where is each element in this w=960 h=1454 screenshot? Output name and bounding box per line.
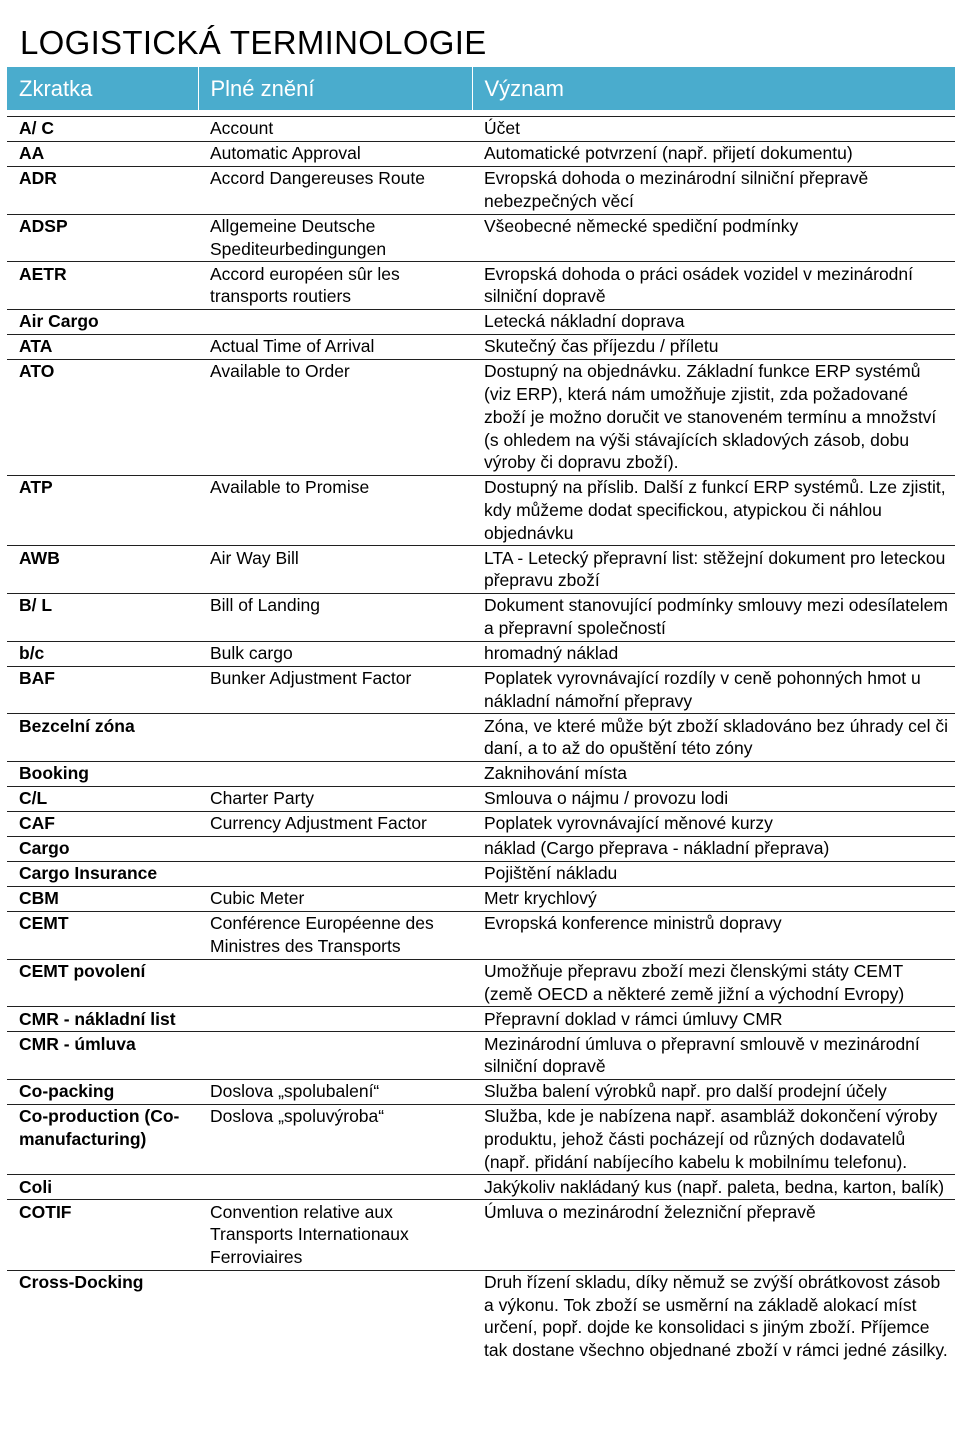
table-row [7,1032,955,1080]
table-row [7,714,955,762]
term-abbreviation: Cross-Docking [19,1272,144,1293]
table-body [7,110,955,1363]
term-full-name: Account [198,117,472,142]
term-meaning: Služba balení výrobků např. pro další prodejní účely [472,1079,955,1104]
header-full-name: Plné znění [198,67,472,110]
term-abbreviation: CEMT [7,911,198,959]
table-row [7,1104,955,1174]
term-full-name: Bill of Landing [198,593,472,641]
term-abbreviation: Coli [7,1175,198,1200]
table-row [7,262,955,310]
term-full-name: Available to Promise [198,475,472,545]
term-meaning: Úmluva o mezinárodní železniční přepravě [472,1200,955,1270]
table-row [7,335,955,360]
term-meaning: LTA - Letecký přepravní list: stěžejní dokument pro leteckou přepravu zboží [472,546,955,594]
term-full-name: Actual Time of Arrival [198,335,472,360]
term-abbreviation: CMR - úmluva [7,1032,198,1080]
term-meaning: Mezinárodní úmluva o přepravní smlouvě v mezinárodní silniční dopravě [472,1032,955,1080]
term-abbreviation: ATO [7,360,198,476]
term-full-name: Conférence Européenne des Ministres des Transports [198,911,472,959]
table-row [7,1270,955,1363]
term-full-name [198,1175,472,1200]
table-row [7,761,955,786]
term-abbreviation: Co-packing [7,1079,198,1104]
term-meaning: Přepravní doklad v rámci úmluvy CMR [472,1007,955,1032]
term-abbreviation: COTIF [7,1200,198,1270]
term-full-name: Currency Adjustment Factor [198,811,472,836]
term-abbreviation: A/ C [7,117,198,142]
term-full-name: Air Way Bill [198,546,472,594]
table-row [7,886,955,911]
table-row [7,475,955,545]
term-meaning: Účet [472,117,955,142]
term-abbreviation: AETR [7,262,198,310]
table-row [7,811,955,836]
term-abbreviation: ADSP [7,214,198,262]
term-abbreviation: CEMT povolení [7,959,198,1007]
term-full-name: Charter Party [198,786,472,811]
term-full-name [198,1270,472,1363]
term-meaning: Druh řízení skladu, díky němuž se zvýší obrátkovost zásob a výkonu. Tok zboží se usměrní na základě alokací míst určení, popř. dojde ke konsolidaci s jiným zboží. Příjemce tak dostane všechno objednané zboží v rámci jedné zásilky. [484,1272,948,1361]
term-meaning: Dostupný na příslib. Další z funkcí ERP systémů. Lze zjistit, kdy můžeme dodat specifickou, atypickou či náhlou objednávku [472,475,955,545]
term-abbreviation: Co-production (Co-manufacturing) [7,1104,198,1174]
term-meaning: Smlouva o nájmu / provozu lodi [472,786,955,811]
term-abbreviation: C/L [7,786,198,811]
term-meaning: Skutečný čas příjezdu / příletu [472,335,955,360]
table-row [7,641,955,666]
term-meaning: Dostupný na objednávku. Základní funkce ERP systémů (viz ERP), která nám umožňuje zjistit, zda požadované zboží je možno doručit ve stanoveném termínu a množství (s ohledem na výši stávajících skladových zásob, dobu výroby či dopravu zboží). [472,360,955,476]
table-row [7,214,955,262]
table-row [7,1175,955,1200]
term-full-name [198,1007,472,1032]
term-abbreviation: CBM [7,886,198,911]
table-row [7,166,955,214]
term-meaning: Umožňuje přepravu zboží mezi členskými státy CEMT (země OECD a některé země jižní a východní Evropy) [472,959,955,1007]
term-meaning: Evropská dohoda o práci osádek vozidel v mezinárodní silniční dopravě [472,262,955,310]
term-full-name: Doslova „spolubalení“ [198,1079,472,1104]
terminology-table [7,67,955,1363]
term-full-name [198,1032,472,1080]
term-meaning: Jakýkoliv nakládaný kus (např. paleta, bedna, karton, balík) [472,1175,955,1200]
term-meaning: Zóna, ve které může být zboží skladováno bez úhrady cel či daní, a to až do opuštění této zóny [472,714,955,762]
table-row [7,786,955,811]
table-row [7,959,955,1007]
term-abbreviation: Cargo [7,836,198,861]
term-abbreviation: AA [7,141,198,166]
term-abbreviation: Booking [7,761,198,786]
term-full-name [198,310,472,335]
table-row [7,360,955,476]
term-full-name: Allgemeine Deutsche Spediteurbedingungen [198,214,472,262]
term-full-name: Cubic Meter [198,886,472,911]
term-full-name [198,761,472,786]
term-full-name: Automatic Approval [198,141,472,166]
term-abbreviation: ATP [7,475,198,545]
table-header [7,67,955,110]
table-row [7,593,955,641]
term-meaning: Automatické potvrzení (např. přijetí dokumentu) [472,141,955,166]
table-row [7,836,955,861]
table-row [7,141,955,166]
term-full-name: Accord européen sûr les transports routiers [198,262,472,310]
table-row [7,1007,955,1032]
table-row [7,1079,955,1104]
term-abbreviation: BAF [7,666,198,714]
term-abbreviation: CMR - nákladní list [7,1007,198,1032]
term-meaning: Dokument stanovující podmínky smlouvy mezi odesílatelem a přepravní společností [472,593,955,641]
term-full-name: Bunker Adjustment Factor [198,666,472,714]
term-full-name [198,861,472,886]
table-row [7,861,955,886]
term-abbreviation: b/c [7,641,198,666]
table-row [7,310,955,335]
term-meaning: Evropská dohoda o mezinárodní silniční přepravě nebezpečných věcí [472,166,955,214]
term-meaning: Zaknihování místa [472,761,955,786]
term-meaning: Evropská konference ministrů dopravy [472,911,955,959]
term-abbreviation: B/ L [7,593,198,641]
term-meaning: náklad (Cargo přeprava - nákladní přeprava) [472,836,955,861]
header-abbreviation: Zkratka [7,67,198,110]
term-meaning: Letecká nákladní doprava [472,310,955,335]
term-meaning: Poplatek vyrovnávající rozdíly v ceně pohonných hmot u nákladní námořní přepravy [472,666,955,714]
term-abbreviation: Cargo Insurance [7,861,198,886]
table-row [7,117,955,142]
term-abbreviation: ADR [7,166,198,214]
table-row [7,1200,955,1270]
term-abbreviation: CAF [7,811,198,836]
term-meaning: Všeobecné německé spediční podmínky [472,214,955,262]
term-abbreviation: Bezcelní zóna [7,714,198,762]
term-full-name: Convention relative aux Transports Internationaux Ferroviaires [198,1200,472,1270]
term-full-name: Bulk cargo [198,641,472,666]
table-row [7,911,955,959]
term-full-name: Accord Dangereuses Route [198,166,472,214]
header-meaning: Význam [472,67,955,110]
term-meaning: Pojištění nákladu [472,861,955,886]
term-meaning: Služba, kde je nabízena např. asambláž dokončení výroby produktu, jehož části pocházejí od různých dodavatelů (např. přidání nabíjecího kabelu k mobilnímu telefonu). [472,1104,955,1174]
term-full-name [198,714,472,762]
table-row [7,666,955,714]
page-title: LOGISTICKÁ TERMINOLOGIE [20,24,487,62]
term-full-name [198,959,472,1007]
term-abbreviation: AWB [7,546,198,594]
term-full-name: Doslova „spoluvýroba“ [198,1104,472,1174]
term-full-name: Available to Order [198,360,472,476]
term-meaning: Poplatek vyrovnávající měnové kurzy [472,811,955,836]
table-row [7,546,955,594]
term-full-name [198,836,472,861]
term-meaning: Metr krychlový [472,886,955,911]
term-abbreviation: ATA [7,335,198,360]
term-abbreviation: Air Cargo [7,310,198,335]
term-meaning: hromadný náklad [472,641,955,666]
